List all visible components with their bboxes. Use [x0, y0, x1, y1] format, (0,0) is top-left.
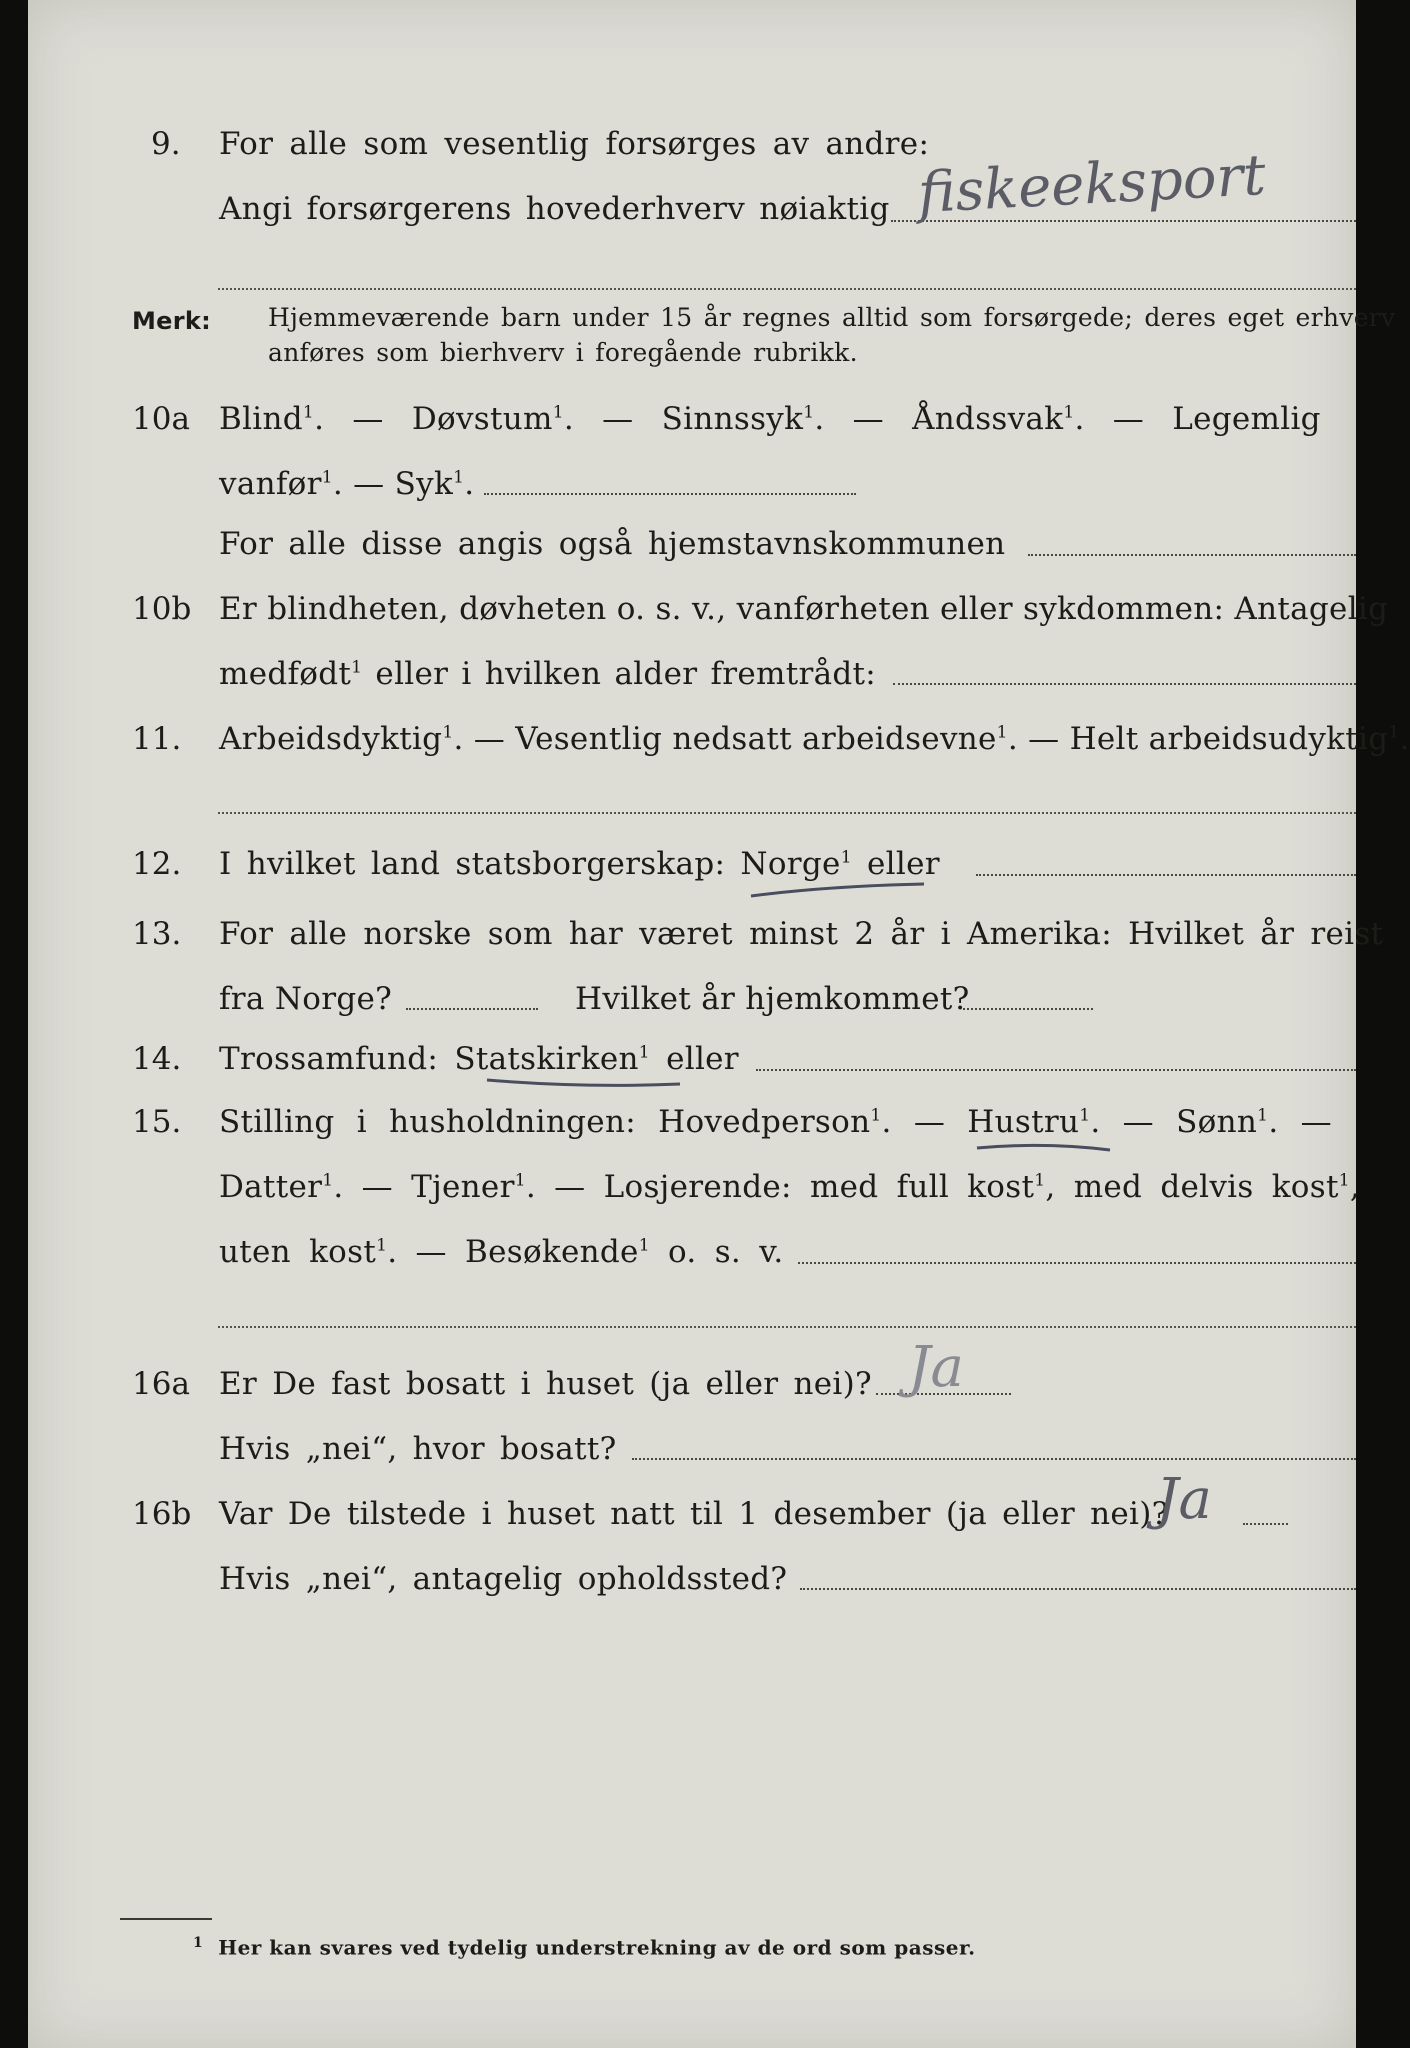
q12-number: 12.: [132, 846, 182, 882]
q14-answer-line: [756, 1069, 1356, 1071]
option-arbeidsdyktig: Arbeidsdyktig: [219, 721, 443, 757]
q9-continuation-line: [218, 288, 1356, 290]
q10a-line3: For alle disse angis også hjemstavnskommunen: [219, 526, 1006, 562]
q16b-line2: Hvis „nei“, antagelig opholdssted?: [219, 1561, 788, 1597]
option-uten-kost: uten kost: [219, 1234, 377, 1270]
merk-line1: Hjemmeværende barn under 15 år regnes alltid som forsørgede; deres eget erhverv: [268, 303, 1396, 332]
q16b-location-line: [800, 1588, 1356, 1590]
option-besokende: Besøkende: [465, 1234, 639, 1270]
q13-line1: For alle norske som har været minst 2 år i Amerika: Hvilket år reist: [219, 916, 1384, 952]
footnote: $^1$ Her kan svares ved tydelig understrekning av de ord som passer.: [193, 1935, 976, 1960]
option-norge: Norge: [740, 846, 841, 882]
q10b-line2: medfødt$^1$ eller i hvilken alder fremtrådt:: [219, 656, 877, 692]
q11-answer-line: [218, 812, 1356, 814]
option-hovedperson: Hovedperson: [658, 1104, 871, 1140]
statskirken-underline-mark: [484, 1074, 684, 1096]
q9-line1: For alle som vesentlig forsørges av andre:: [219, 126, 930, 162]
q16a-line2: Hvis „nei“, hvor bosatt?: [219, 1431, 617, 1467]
q13-line2a: fra Norge?: [219, 981, 393, 1017]
option-dovstum: Døvstum: [411, 401, 553, 437]
option-delvis-kost: med delvis kost: [1073, 1169, 1339, 1205]
option-andssvak: Åndssvak: [912, 401, 1064, 437]
q10a-answer-line: [484, 493, 856, 495]
q15-answer-line: [798, 1262, 1356, 1264]
q16a-handwritten-answer: Ja: [908, 1335, 964, 1400]
q10a-line1: Blind$^1$. — Døvstum$^1$. — Sinnssyk$^1$. — Åndssvak$^1$. — Legemlig: [219, 401, 1321, 437]
q10b-answer-line: [893, 683, 1356, 685]
q16a-residence-line: [632, 1458, 1356, 1460]
q16b-handwritten-answer: Ja: [1156, 1467, 1212, 1532]
q15-line2: Datter$^1$. — Tjener$^1$. — Losjerende: med full kost$^1$, med delvis kost$^1$,: [219, 1169, 1361, 1205]
q15-continuation-line: [218, 1326, 1356, 1328]
census-form-page: [28, 0, 1410, 2048]
q11-number: 11.: [132, 721, 182, 757]
option-datter: Datter: [219, 1169, 323, 1205]
q13-number: 13.: [132, 916, 182, 952]
q12-answer-line: [976, 874, 1356, 876]
norge-underline-mark: [748, 880, 928, 904]
q16b-number: 16b: [132, 1496, 192, 1532]
q13-line2b: Hvilket år hjemkommet?: [575, 981, 970, 1017]
q9-line2: Angi forsørgerens hovederhverv nøiaktig: [219, 191, 890, 227]
option-vanfor: vanfør: [219, 466, 322, 502]
q12-line1: I hvilket land statsborgerskap: Norge$^1$ eller: [219, 846, 940, 882]
option-statskirken: Statskirken: [454, 1041, 639, 1077]
q16a-number: 16a: [132, 1366, 190, 1402]
q13-left-answer-line: [406, 1008, 538, 1010]
q14-number: 14.: [132, 1041, 182, 1077]
option-nedsatt: Vesentlig nedsatt arbeidsevne: [515, 721, 997, 757]
option-hustru: Hustru: [967, 1104, 1080, 1140]
q13-right-answer-line: [963, 1008, 1093, 1010]
merk-line2: anføres som bierhverv i foregående rubrikk.: [268, 338, 858, 367]
q10a-number: 10a: [132, 401, 190, 437]
q15-line3: uten kost$^1$. — Besøkende$^1$ o. s. v.: [219, 1234, 784, 1270]
option-full-kost: med full kost: [809, 1169, 1035, 1205]
option-blind: Blind: [219, 401, 303, 437]
q9-handwritten-answer: fiskeeksport: [916, 142, 1268, 227]
q9-number: 9.: [151, 126, 181, 162]
option-sonn: Sønn: [1176, 1104, 1258, 1140]
q10a-hometown-line: [1028, 554, 1356, 556]
option-tjener: Tjener: [411, 1169, 515, 1205]
q16a-line1: Er De fast bosatt i huset (ja eller nei)?: [219, 1366, 872, 1402]
merk-label: Merk:: [132, 307, 212, 335]
q15-number: 15.: [132, 1104, 182, 1140]
q10b-number: 10b: [132, 591, 192, 627]
q14-line1: Trossamfund: Statskirken$^1$ eller: [219, 1041, 739, 1077]
q10a-line2: vanfør$^1$. — Syk$^1$.: [219, 466, 475, 502]
q16b-answer-line: [1243, 1523, 1288, 1525]
q11-line1: Arbeidsdyktig$^1$. — Vesentlig nedsatt arbeidsevne$^1$. — Helt arbeidsudyktig$^1$.: [219, 721, 1410, 757]
option-syk: Syk: [394, 466, 454, 502]
option-udyktig: Helt arbeidsudyktig: [1069, 721, 1389, 757]
option-legemlig: Legemlig: [1172, 401, 1321, 437]
footnote-rule: [120, 1918, 212, 1920]
q16b-line1: Var De tilstede i huset natt til 1 desember (ja eller nei)?: [219, 1496, 1169, 1532]
hustru-underline-mark: [974, 1140, 1114, 1160]
q10b-line1: Er blindheten, døvheten o. s. v., vanførheten eller sykdommen: Antagelig: [219, 591, 1389, 627]
q15-line1: Stilling i husholdningen: Hovedperson$^1$. — Hustru$^1$. — Sønn$^1$. —: [219, 1104, 1332, 1140]
option-sinnssyk: Sinnssyk: [661, 401, 804, 437]
